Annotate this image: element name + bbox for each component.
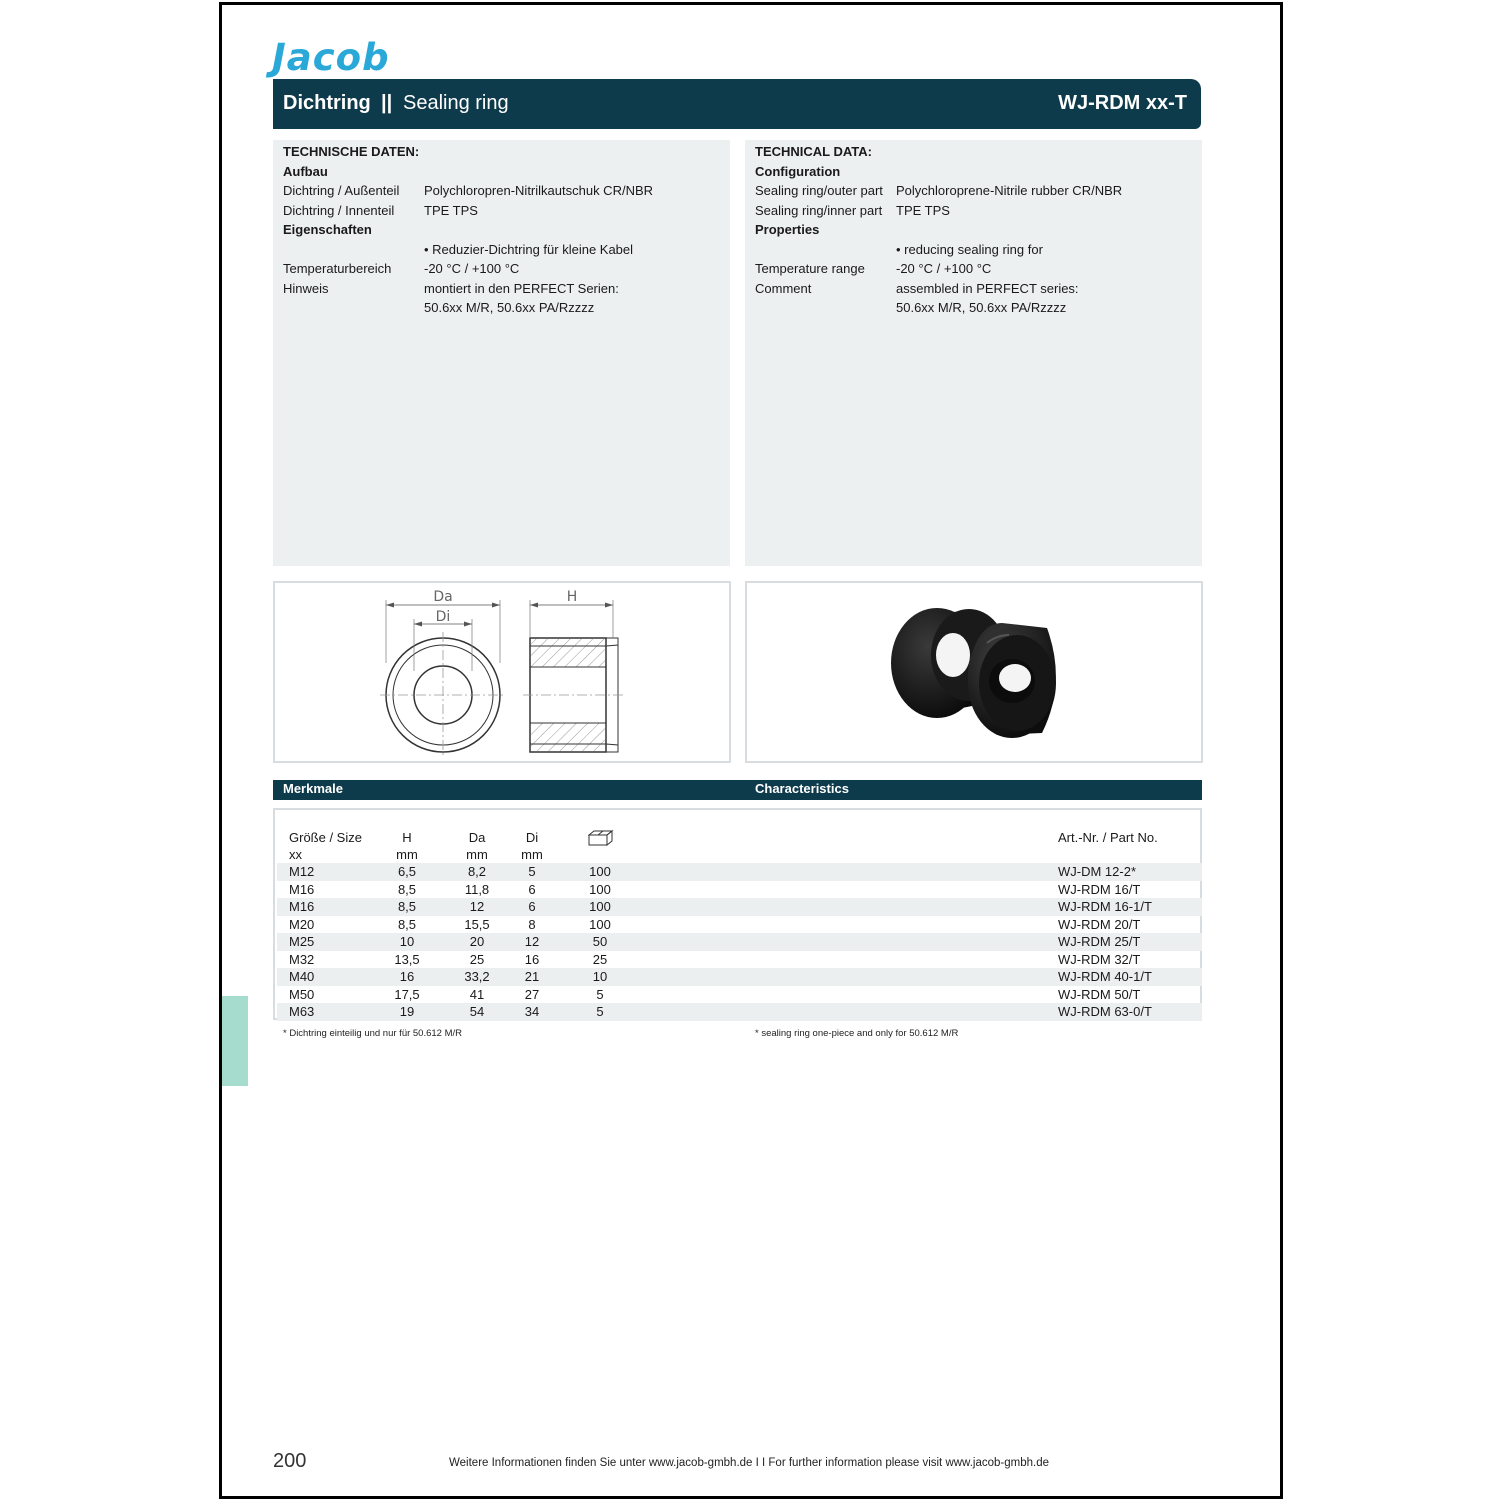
cell-da: 8,2 [467, 864, 487, 879]
cell-pack-qty: 10 [592, 969, 608, 984]
tech-de-temp-label: Temperaturbereich [283, 261, 392, 276]
size-table [273, 808, 1202, 1020]
tech-de-comment-label: Hinweis [283, 280, 329, 296]
table-row [277, 898, 1202, 916]
header-di: Di [525, 830, 539, 845]
cell-da: 15,5 [464, 916, 490, 932]
cell-di: 6 [528, 881, 536, 897]
tech-en-props-heading: Properties [755, 222, 820, 237]
tech-de-comment-value-2: 50.6xx M/R, 50.6xx PA/Rzzzz [424, 300, 595, 315]
product-photo [747, 583, 1201, 761]
tech-de-comment-value-1: montiert in den PERFECT Serien: [424, 280, 619, 296]
cell-di: 34 [524, 1004, 540, 1019]
tech-en-inner-label: Sealing ring/inner part [755, 202, 883, 218]
header-part-no: Art.-Nr. / Part No. [1058, 830, 1158, 845]
cell-part-no: WJ-RDM 16-1/T [1058, 899, 1152, 914]
table-row [277, 933, 1202, 951]
tech-en-props-value: • reducing sealing ring for [896, 241, 1043, 257]
tech-de-heading: TECHNISCHE DATEN: [283, 144, 420, 159]
cell-da: 11,8 [464, 881, 490, 897]
header-size: Größe / Size [289, 830, 362, 845]
cell-da: 33,2 [464, 969, 490, 984]
cell-size: M40 [289, 969, 315, 984]
cell-di: 6 [528, 899, 536, 914]
header-da: Da [468, 830, 486, 845]
cell-part-no: WJ-RDM 20/T [1058, 916, 1141, 932]
cell-h: 8,5 [397, 916, 417, 932]
tech-data-en-panel [745, 140, 1202, 566]
label-di: Di [435, 609, 451, 625]
table-row [277, 968, 1202, 986]
tech-en-heading: TECHNICAL DATA: [755, 144, 872, 159]
label-h: H [566, 589, 578, 605]
tech-de-outer-label: Dichtring / Außenteil [283, 183, 400, 198]
unit-size: xx [289, 847, 302, 862]
table-row [277, 986, 1202, 1004]
cell-di: 8 [528, 916, 536, 932]
cell-h: 10 [399, 934, 415, 949]
tech-en-comment-label: Comment [755, 280, 812, 296]
cell-part-no: WJ-RDM 32/T [1058, 951, 1141, 967]
table-row [277, 881, 1202, 899]
cell-pack-qty: 100 [589, 864, 611, 879]
title-bar [273, 79, 1201, 129]
cell-h: 13,5 [394, 951, 420, 967]
tech-en-temp-value: -20 °C / +100 °C [896, 261, 992, 276]
cell-part-no: WJ-RDM 63-0/T [1058, 1004, 1152, 1019]
cell-size: M20 [289, 916, 315, 932]
label-da: Da [433, 589, 453, 605]
tech-en-comment-value-1: assembled in PERFECT series: [896, 280, 1079, 296]
cell-size: M63 [289, 1004, 315, 1019]
footer-text: Weitere Informationen finden Sie unter www.jacob-gmbh.de I I For further information please visit www.jacob-gmbh.de [449, 1457, 1049, 1469]
title-separator: || [381, 92, 393, 114]
cell-di: 16 [524, 951, 540, 967]
page-number: 200 [273, 1450, 307, 1472]
cell-pack-qty: 5 [596, 986, 604, 1002]
tech-en-inner-value: TPE TPS [896, 202, 950, 218]
footnote-de: * Dichtring einteilig und nur für 50.612 M/R [283, 1028, 463, 1039]
tech-en-outer-label: Sealing ring/outer part [755, 183, 883, 198]
technical-drawing [275, 583, 729, 761]
cell-da: 20 [469, 934, 485, 949]
tech-de-outer-value: Polychloropren-Nitrilkautschuk CR/NBR [424, 183, 654, 198]
section-right-label: Characteristics [755, 781, 849, 796]
cell-pack-qty: 50 [592, 934, 608, 949]
cell-di: 21 [524, 969, 540, 984]
sealing-ring-front [968, 623, 1056, 738]
tech-de-inner-value: TPE TPS [424, 202, 478, 218]
cell-da: 25 [469, 951, 485, 967]
table-row [277, 951, 1202, 969]
cell-pack-qty: 100 [589, 916, 611, 932]
tech-en-config-heading: Configuration [755, 163, 841, 179]
side-view [523, 589, 625, 752]
tech-en-outer-value: Polychloroprene-Nitrile rubber CR/NBR [896, 183, 1123, 198]
tech-de-config-heading: Aufbau [283, 163, 328, 179]
characteristics-bar [273, 780, 1202, 800]
jacob-logo: Jacob [272, 36, 390, 79]
cell-size: M32 [289, 951, 315, 967]
table-row [277, 1003, 1202, 1021]
cell-part-no: WJ-RDM 50/T [1058, 986, 1141, 1002]
tech-de-props-value: • Reduzier-Dichtring für kleine Kabel [424, 241, 634, 257]
cell-h: 19 [399, 1004, 415, 1019]
cell-size: M16 [289, 881, 315, 897]
table-row [277, 863, 1202, 881]
cell-part-no: WJ-RDM 16/T [1058, 881, 1141, 897]
cell-da: 41 [469, 986, 485, 1002]
product-code: WJ-RDM xx-T [1058, 92, 1187, 114]
section-tab-marker [222, 996, 248, 1086]
box-icon [588, 830, 614, 846]
cell-di: 27 [524, 986, 540, 1002]
cell-pack-qty: 25 [592, 951, 608, 967]
cell-part-no: WJ-RDM 25/T [1058, 934, 1141, 949]
cell-size: M25 [289, 934, 315, 949]
table-row [277, 916, 1202, 934]
tech-en-comment-value-2: 50.6xx M/R, 50.6xx PA/Rzzzz [896, 300, 1067, 315]
cell-h: 8,5 [397, 881, 417, 897]
tech-de-temp-value: -20 °C / +100 °C [424, 261, 520, 276]
cell-size: M16 [289, 899, 315, 914]
cell-da: 54 [469, 1004, 485, 1019]
cell-part-no: WJ-DM 12-2* [1058, 864, 1137, 879]
unit-di: mm [521, 847, 543, 862]
section-left-label: Merkmale [283, 781, 343, 796]
title-en: Sealing ring [403, 92, 509, 114]
cell-size: M50 [289, 986, 315, 1002]
cell-size: M12 [289, 864, 315, 879]
product-photo-box [745, 581, 1203, 763]
front-view [380, 589, 506, 758]
cell-h: 6,5 [397, 864, 417, 879]
tech-en-temp-label: Temperature range [755, 261, 865, 276]
cell-pack-qty: 100 [589, 881, 611, 897]
cell-h: 16 [399, 969, 415, 984]
cell-part-no: WJ-RDM 40-1/T [1058, 969, 1152, 984]
unit-h: mm [396, 847, 418, 862]
cell-di: 12 [524, 934, 540, 949]
technical-drawing-box [273, 581, 731, 763]
header-h: H [402, 830, 412, 845]
cell-di: 5 [528, 864, 536, 879]
footnote-en: * sealing ring one-piece and only for 50.612 M/R [755, 1028, 959, 1039]
cell-pack-qty: 5 [596, 1004, 604, 1019]
title-de: Dichtring [283, 92, 371, 114]
tech-de-inner-label: Dichtring / Innenteil [283, 202, 395, 218]
tech-de-props-heading: Eigenschaften [283, 222, 372, 237]
cell-h: 17,5 [394, 986, 420, 1002]
tech-data-de-panel [273, 140, 730, 566]
unit-da: mm [466, 847, 488, 862]
cell-pack-qty: 100 [589, 899, 611, 914]
cell-da: 12 [469, 899, 485, 914]
cell-h: 8,5 [397, 899, 417, 914]
